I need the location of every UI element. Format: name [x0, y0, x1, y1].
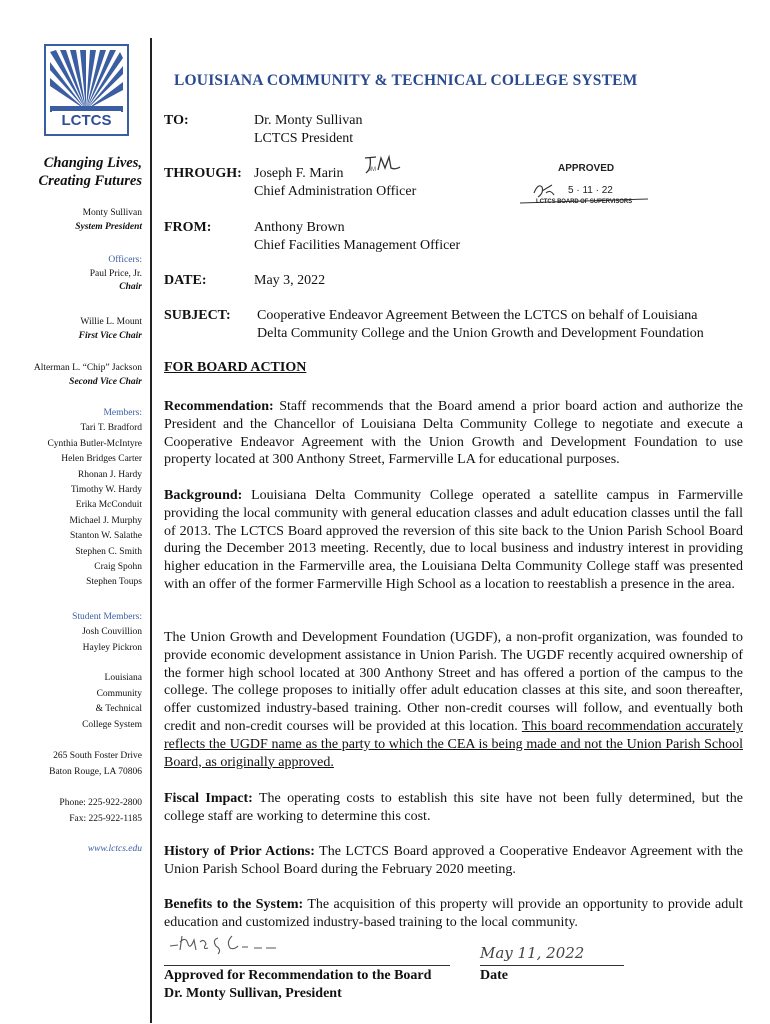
officer-block-2 [20, 316, 142, 343]
member-name: Timothy W. Hardy [70, 485, 142, 496]
member-name: Tari T. Bradford [80, 423, 142, 434]
signer-name: Dr. Monty Sullivan, President [164, 986, 342, 1001]
from-title: Chief Facilities Management Officer [254, 238, 461, 253]
date-signature-label: Date [480, 968, 508, 983]
tagline [20, 154, 142, 190]
officer-title: Second Vice Chair [69, 376, 142, 387]
logo-wordmark: LCTCS [52, 111, 121, 130]
president-signature [168, 928, 288, 961]
website-link[interactable]: www.lctcs.edu [87, 844, 142, 854]
president-signature-icon [168, 928, 288, 956]
initials-signature-icon [362, 152, 402, 178]
through-initials [362, 152, 402, 183]
through-value [254, 165, 754, 201]
fiscal-label: Fiscal Impact: [164, 791, 253, 806]
member-name: Stanton W. Salathe [69, 531, 142, 542]
fax-number: Fax: 225-922-1185 [69, 813, 142, 824]
ugdf-text: The Union Growth and Development Foundation (UGDF), a non-profit organization, was founded to provide economic development assistance in Union Parish. The UGDF recently acquired ownership of the former high school located at 300 Anthony Street and has offered a portion of the campus to the college. The college proposes to initially offer adult education classes at this site, and soon thereafter, offer customized industry-based training. Other non-credit courses will follow, and eventually both credit and non-credit courses will be provided at this location. [164, 630, 743, 734]
signature-labels [164, 967, 431, 1003]
to-label: TO: [164, 113, 189, 128]
student-name: Josh Couvillion [82, 627, 142, 638]
address-line: 265 South Foster Drive [53, 751, 142, 761]
subject-line-1: Cooperative Endeavor Agreement Between the LCTCS on behalf of Louisiana [257, 308, 698, 323]
recommendation-paragraph [164, 398, 743, 469]
history-label: History of Prior Actions: [164, 844, 315, 859]
through-title: Chief Administration Officer [254, 184, 417, 199]
page-title: LOUISIANA COMMUNITY & TECHNICAL COLLEGE SYSTEM [174, 72, 638, 89]
member-name: Craig Spohn [94, 562, 142, 573]
recommendation-text: Staff recommends that the Board amend a prior board action and authorize the President and the Chancellor of Louisiana Delta Community College to negotiate and execute a Cooperative Endeavor Agreement with the Union Growth and Development Foundation to use property located at 300 Anthony Street, Farmerville LA for educational purposes. [164, 399, 743, 468]
lctcs-logo [44, 44, 129, 136]
ugdf-underlined-text: This board recommendation accurately reflects the UGDF name as the party to which the CEA is being made and not the Union Parish School Board, as originally approved. [164, 718, 743, 770]
background-text: Louisiana Delta Community College operated a satellite campus in Farmerville providing the local community with general education classes and adult education classes until the fall of 2013. The LCTCS Board approved the reversion of this site back to the Union Parish School Board during the December 2013 meeting. Recently, due to local business and industry interest in providing higher education in the Farmerville area, the Louisiana Delta Community College staff was presented with an offer of the former Farmerville High School as a location to reestablish a presence in the area. [164, 488, 743, 592]
to-name: Dr. Monty Sullivan [254, 113, 363, 128]
member-name: Helen Bridges Carter [61, 454, 142, 465]
subject-value [257, 307, 747, 343]
through-name: Joseph F. Marin [254, 166, 344, 181]
officers-block [20, 254, 142, 295]
officers-heading: Officers: [108, 255, 142, 265]
student-members-heading: Student Members: [72, 612, 142, 622]
address-block [20, 749, 142, 780]
through-label: THROUGH: [164, 166, 242, 181]
initials-text: JM [368, 167, 376, 173]
date-value: May 3, 2022 [254, 273, 326, 288]
background-label: Background: [164, 488, 243, 503]
contact-block [20, 796, 142, 827]
officer-block-3 [14, 362, 142, 389]
officer-title: First Vice Chair [78, 330, 142, 341]
from-label: FROM: [164, 220, 212, 235]
member-name: Stephen Toups [86, 577, 142, 588]
phone-number: Phone: 225-922-2800 [59, 798, 142, 808]
benefits-text: The acquisition of this property will provide an opportunity to provide adult education and customized industry-based training to the local community. [164, 897, 743, 930]
approved-board: LCTCS BOARD OF SUPERVISORS [536, 199, 632, 205]
students-block [20, 610, 142, 656]
date-label: DATE: [164, 273, 207, 288]
benefits-label: Benefits to the System: [164, 897, 304, 912]
tagline-line-1: Changing Lives, [43, 155, 142, 171]
president-title: System President [75, 221, 142, 232]
approved-label: APPROVED [558, 163, 615, 174]
approved-date: 5 · 11 · 22 [568, 185, 613, 196]
officer-name: Paul Price, Jr. [89, 268, 142, 279]
to-title: LCTCS President [254, 131, 354, 146]
officer-title: Chair [119, 282, 142, 292]
president-block [20, 207, 142, 234]
to-value [254, 112, 754, 148]
officer-name: Willie L. Mount [80, 317, 142, 327]
recommendation-label: Recommendation: [164, 399, 274, 414]
from-name: Anthony Brown [254, 220, 345, 235]
member-name: Erika McConduit [75, 500, 142, 511]
signature-line [164, 965, 450, 966]
approved-recommendation-label: Approved for Recommendation to the Board [164, 968, 432, 983]
sidebar-divider [150, 38, 152, 1023]
members-heading: Members: [103, 408, 142, 418]
date-handwritten [480, 944, 584, 963]
date-line [480, 965, 624, 966]
history-paragraph [164, 843, 743, 879]
org-line: & Technical [95, 704, 142, 715]
approved-stamp [518, 163, 653, 213]
student-name: Hayley Pickron [82, 642, 142, 653]
member-name: Rhonan J. Hardy [77, 469, 142, 480]
member-name: Stephen C. Smith [75, 546, 142, 557]
website-block [20, 843, 142, 857]
org-line: Community [96, 688, 142, 699]
tagline-line-2: Creating Futures [38, 173, 142, 189]
from-value [254, 219, 754, 255]
section-heading: FOR BOARD ACTION [164, 360, 307, 375]
org-line: College System [82, 719, 142, 730]
org-block [20, 671, 142, 733]
background-paragraph [164, 487, 743, 594]
fiscal-paragraph [164, 790, 743, 826]
benefits-paragraph [164, 896, 743, 932]
member-name: Michael J. Murphy [69, 515, 142, 526]
written-date: May 11, 2022 [480, 944, 585, 962]
members-block [20, 406, 142, 591]
subject-label: SUBJECT: [164, 308, 231, 323]
fiscal-text: The operating costs to establish this site have not been fully determined, but the college staff are working to determine this cost. [164, 791, 743, 824]
address-line: Baton Rouge, LA 70806 [49, 766, 142, 777]
subject-line-2: Delta Community College and the Union Growth and Development Foundation [257, 326, 704, 341]
member-name: Cynthia Butler-McIntyre [47, 438, 142, 449]
history-text: The LCTCS Board approved a Cooperative Endeavor Agreement with the Union Parish School Board during the February 2020 meeting. [164, 844, 743, 877]
president-name: Monty Sullivan [82, 208, 142, 218]
org-line: Louisiana [104, 673, 142, 683]
officer-name: Alterman L. “Chip” Jackson [33, 363, 142, 373]
ugdf-paragraph [164, 629, 743, 771]
